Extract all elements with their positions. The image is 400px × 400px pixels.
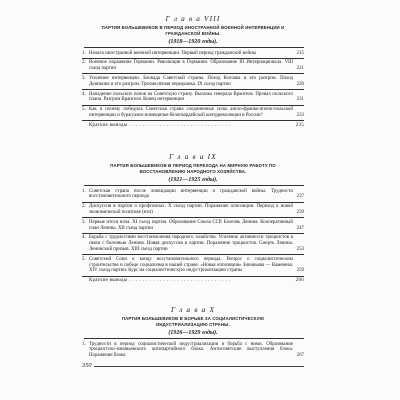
chapter-8: [82, 15, 304, 129]
item-text: Трудности в период социалистической индустриализации и борьба с ними. Образование троцкистско-зиновьевского антипартийного блока. Антисоветские выступления блока. Поражение блока: [89, 341, 293, 359]
toc-item[interactable]: [82, 60, 304, 72]
item-text: Борьба с трудностями восстановления народного хозяйства. Усиление активности троцкистов в связи с болезнью Ленина. Новая дискуссия в партии. Поражение троцкистов. Смерть Ленина. Ленинский призыв. XIII съезд партии: [89, 235, 293, 252]
chapter-years: (1926—1929 годы).: [168, 329, 218, 336]
toc-item[interactable]: [82, 220, 304, 232]
item-text: Усиление интервенции. Блокада Советской страны. Поход Колчака и его разгром. Поход Деникина и его разгром. Трехмесячная передышка. IX съезд партии: [89, 75, 293, 87]
item-page: 253: [296, 246, 304, 252]
toc-item[interactable]: [82, 51, 304, 57]
summary-label: Краткие выводы: [89, 122, 128, 128]
toc-item[interactable]: [82, 189, 304, 201]
divider: [82, 89, 304, 90]
dot-leader: . . . . . . . . . . . . . . . . . . . . . . . . . . . . . .: [128, 122, 231, 128]
item-text: Советская страна после ликвидации интервенции и гражданской войны. Трудности восстановительного периода: [89, 188, 293, 200]
chapter-title: ПАРТИЯ БОЛЬШЕВИКОВ В ПЕРИОД ИНОСТРАННОЙ ВОЕННОЙ ИНТЕРВЕНЦИИ И ГРАЖДАНСКОЙ ВОЙНЫ.: [101, 25, 285, 36]
item-text: Как и почему победила Советская страна соединенные силы англо-франко-японо-польской интервенции и буржуазно-помещичье-белогвардейской контрреволюции в России?: [89, 107, 293, 118]
item-page: 247: [296, 225, 304, 231]
toc-item[interactable]: [82, 235, 304, 252]
item-number: 3.: [82, 75, 86, 81]
chapter-title: ПАРТИЯ БОЛЬШЕВИКОВ В ПЕРИОД ПЕРЕХОДА НА МИРНУЮ РАБОТУ ПО ВОССТАНОВЛЕНИЮ НАРОДНОГО ХОЗЯЙСТВА.: [110, 163, 276, 174]
item-text: Советский Союз к концу восстановительного периода. Вопрос о социалистическом строительстве и победе социализма в нашей стране. «Новая оппозиция» Зиновьева — Каменева. XIV съезд партии. Курс на социалистическую индустриализацию страны: [89, 256, 293, 274]
dot-leader: . . . . . . . . . . . . . . . . . . . . . . . . . . . . . .: [128, 278, 231, 284]
item-number: 1.: [82, 188, 86, 194]
divider: [82, 120, 304, 121]
item-page: 239: [296, 209, 304, 215]
toc-item[interactable]: [82, 204, 304, 216]
divider: [82, 254, 304, 255]
item-page: 231: [296, 97, 304, 103]
summary-label: Краткие выводы: [89, 278, 128, 284]
chapter-9: [82, 153, 304, 284]
item-number: 5.: [82, 107, 86, 113]
item-page: 259: [296, 268, 304, 274]
toc-item[interactable]: [82, 257, 304, 274]
chapter-years: (1921—1925 годы).: [168, 176, 218, 183]
item-text: Военное поражение Германии. Революция в Германии. Образование III Интернационала. VIII съезд партии: [89, 60, 293, 72]
divider: [82, 217, 304, 218]
toc-item[interactable]: [82, 76, 304, 88]
divider: [82, 202, 304, 203]
item-page: 233: [296, 112, 304, 118]
chapter-heading: Г л а в а IX: [169, 153, 217, 161]
item-number: 4.: [82, 235, 86, 241]
page-number: 350: [82, 362, 92, 369]
item-number: 4.: [82, 91, 86, 97]
divider: [82, 58, 304, 59]
toc-item[interactable]: [82, 342, 304, 359]
chapter-heading: Г л а в а X: [170, 306, 216, 314]
item-page: 267: [296, 353, 304, 359]
item-text: Первые итоги нэпа. XI съезд партии. Образование Союза ССР. Болезнь Ленина. Кооперативный план Ленина. XII съезд партии: [89, 219, 293, 231]
summary-page: 235: [295, 122, 304, 128]
toc-item[interactable]: [82, 107, 304, 119]
item-page: 221: [296, 66, 304, 72]
divider: [84, 338, 304, 339]
footer-rule: [94, 366, 304, 367]
chapter-heading: Г л а в а VIII: [165, 15, 221, 23]
divider: [82, 233, 304, 234]
item-page: 215: [296, 50, 304, 56]
summary-row[interactable]: [82, 278, 304, 284]
item-number: 5.: [82, 256, 86, 262]
divider: [84, 185, 304, 186]
summary-page: 266: [295, 278, 304, 284]
item-text: Дискуссия в партии о профсоюзах. X съезд партии. Поражение оппозиции. Переход к новой экономической политике (нэп): [89, 204, 293, 215]
chapter-years: (1918—1920 годы).: [168, 38, 218, 45]
summary-row[interactable]: [82, 123, 304, 129]
item-number: 3.: [82, 219, 86, 225]
divider: [82, 73, 304, 74]
item-text: Нападение польских панов на Советскую страну. Вылазка генерала Врангеля. Провал польского плана. Разгром Врангеля. Конец интервенции: [89, 91, 293, 103]
toc-item[interactable]: [82, 92, 304, 104]
divider: [84, 47, 304, 48]
item-number: 1.: [82, 341, 86, 347]
divider: [82, 105, 304, 106]
divider: [82, 276, 304, 277]
chapter-10: [82, 306, 304, 359]
item-number: 1.: [82, 50, 86, 56]
chapter-title: ПАРТИЯ БОЛЬШЕВИКОВ В БОРЬБЕ ЗА СОЦИАЛИСТИЧЕСКУЮ ИНДУСТРИАЛИЗАЦИЮ СТРАНЫ.: [121, 316, 265, 327]
item-number: 2.: [82, 60, 86, 66]
item-text: Начало иностранной военной интервенции. Первый период гражданской войны: [89, 50, 256, 56]
item-number: 2.: [82, 204, 86, 210]
item-page: 237: [296, 194, 304, 200]
item-page: 226: [296, 81, 304, 87]
